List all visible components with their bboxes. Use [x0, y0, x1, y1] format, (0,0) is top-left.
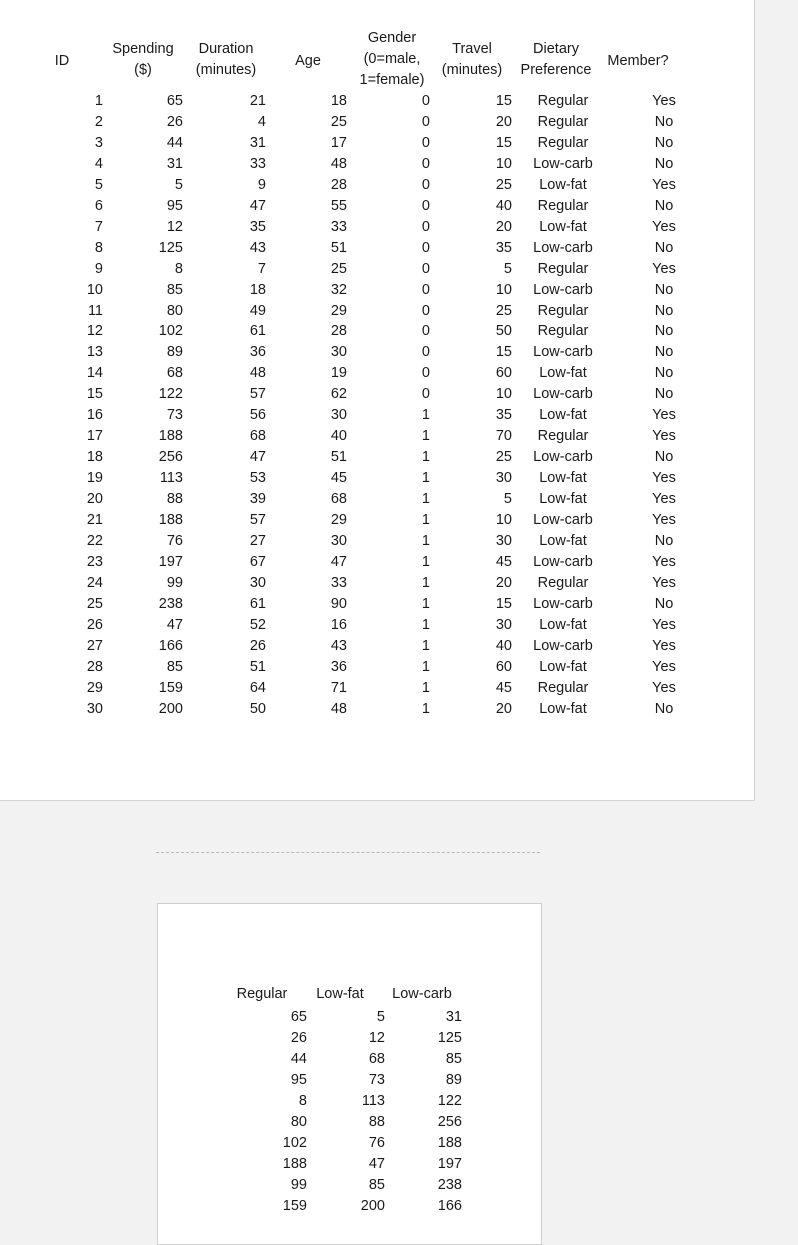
summary-cell: 166 [437, 1198, 462, 1214]
cell-duration: 4 [257, 113, 266, 130]
header-travel-line: Travel [452, 41, 492, 57]
cell-age: 62 [330, 386, 347, 403]
header-spending-line: ($) [134, 62, 152, 78]
cell-dietary: Low-carb [533, 512, 593, 528]
cell-travel: 10 [495, 386, 512, 403]
cell-travel: 60 [495, 365, 512, 382]
header-gender-line: Gender [367, 30, 417, 46]
cell-age: 30 [330, 532, 347, 549]
cell-spending: 73 [166, 407, 183, 424]
cell-gender: 1 [421, 679, 430, 696]
cell-gender: 0 [421, 218, 430, 235]
summary-cell: 76 [368, 1135, 385, 1151]
cell-travel: 30 [495, 470, 512, 487]
cell-gender: 1 [421, 595, 430, 612]
cell-spending: 122 [158, 386, 183, 403]
cell-id: 25 [86, 595, 103, 612]
cell-travel: 15 [495, 93, 512, 109]
cell-spending: 89 [166, 344, 183, 361]
cell-gender: 0 [421, 386, 430, 403]
cell-dietary: Low-carb [533, 344, 593, 361]
cell-spending: 99 [166, 574, 183, 591]
cell-gender: 1 [421, 512, 430, 528]
cell-spending: 159 [158, 679, 183, 696]
cell-duration: 18 [249, 281, 266, 298]
cell-id: 13 [86, 344, 103, 361]
cell-member: Yes [652, 176, 676, 193]
cell-age: 25 [330, 113, 347, 130]
cell-duration: 57 [249, 386, 266, 403]
summary-cell: 200 [360, 1198, 385, 1214]
cell-age: 18 [330, 93, 347, 109]
cell-travel: 15 [495, 134, 512, 151]
cell-duration: 27 [249, 532, 266, 549]
cell-member: No [654, 281, 674, 298]
summary-cell: 197 [437, 1156, 462, 1172]
header-duration-line: (minutes) [195, 62, 257, 78]
summary-cell: 68 [368, 1051, 385, 1067]
cell-travel: 20 [495, 218, 512, 235]
cell-gender: 1 [421, 532, 430, 549]
cell-id: 9 [94, 260, 103, 277]
header-age-line: Age [295, 53, 321, 69]
cell-spending: 12 [166, 218, 183, 235]
cell-age: 47 [330, 553, 347, 570]
cell-age: 33 [330, 574, 347, 591]
cell-gender: 0 [421, 281, 430, 298]
cell-member: Yes [652, 679, 676, 696]
cell-spending: 113 [159, 470, 183, 487]
cell-travel: 50 [495, 323, 512, 340]
cell-gender: 0 [421, 134, 430, 151]
summary-cell: 95 [290, 1072, 307, 1088]
cell-member: No [654, 365, 674, 382]
cell-member: Yes [652, 93, 676, 109]
cell-member: Yes [652, 260, 676, 277]
cell-dietary: Low-fat [539, 218, 587, 235]
cell-id: 23 [86, 553, 103, 570]
cell-dietary: Low-carb [533, 155, 593, 172]
cell-age: 51 [330, 239, 347, 256]
header-travel-line: (minutes) [441, 62, 503, 78]
cell-dietary: Low-carb [533, 281, 593, 298]
cell-dietary: Low-fat [539, 407, 587, 424]
cell-age: 29 [330, 302, 347, 319]
cell-id: 7 [94, 218, 103, 235]
summary-cell: 26 [290, 1030, 307, 1046]
cell-dietary: Regular [537, 260, 589, 277]
summary-cell: 89 [445, 1072, 462, 1088]
summary-cell: 238 [437, 1177, 462, 1193]
cell-gender: 1 [421, 553, 430, 570]
cell-travel: 30 [495, 616, 512, 633]
cell-member: Yes [652, 658, 676, 675]
header-gender-line: (0=male, [363, 51, 421, 67]
header-spending-line: Spending [112, 41, 174, 57]
cell-travel: 40 [495, 637, 512, 654]
cell-member: Yes [652, 616, 676, 633]
cell-gender: 0 [421, 344, 430, 361]
cell-member: No [654, 113, 674, 130]
summary-cell: 125 [437, 1030, 462, 1046]
cell-id: 10 [86, 281, 103, 298]
cell-age: 48 [330, 700, 347, 717]
summary-cell: 102 [282, 1135, 307, 1151]
cell-duration: 47 [249, 449, 266, 466]
cell-duration: 51 [249, 658, 266, 675]
summary-cell: 256 [437, 1114, 462, 1130]
cell-gender: 0 [421, 155, 430, 172]
cell-duration: 57 [249, 512, 266, 528]
cell-age: 43 [330, 637, 347, 654]
cell-gender: 1 [421, 616, 430, 633]
cell-id: 1 [94, 93, 103, 109]
summary-cell: 31 [445, 1009, 462, 1025]
cell-id: 22 [86, 532, 103, 549]
cell-gender: 1 [421, 428, 430, 445]
cell-member: No [654, 134, 674, 151]
cell-duration: 52 [249, 616, 266, 633]
summary-header: Low-fat [316, 986, 364, 1002]
cell-gender: 1 [421, 491, 430, 508]
cell-gender: 0 [421, 302, 430, 319]
header-dietary-line: Dietary [533, 41, 579, 57]
cell-duration: 7 [257, 260, 266, 277]
cell-age: 17 [330, 134, 347, 151]
cell-age: 19 [330, 365, 347, 382]
header-member-line: Member? [607, 53, 669, 69]
summary-cell: 159 [282, 1198, 307, 1214]
cell-travel: 25 [495, 176, 512, 193]
summary-cell: 47 [368, 1156, 385, 1172]
cell-spending: 47 [166, 616, 183, 633]
cell-dietary: Regular [537, 574, 589, 591]
cell-duration: 61 [249, 595, 266, 612]
cell-dietary: Low-fat [539, 491, 587, 508]
cell-age: 32 [330, 281, 347, 298]
cell-duration: 53 [249, 470, 266, 487]
cell-spending: 200 [158, 700, 183, 717]
cell-id: 19 [86, 470, 103, 487]
cell-age: 45 [330, 470, 347, 487]
cell-dietary: Low-carb [533, 637, 593, 654]
cell-dietary: Low-fat [539, 470, 587, 487]
cell-gender: 1 [421, 574, 430, 591]
cell-age: 33 [330, 218, 347, 235]
cell-id: 21 [86, 512, 103, 528]
summary-cell: 188 [437, 1135, 462, 1151]
summary-header: Regular [236, 986, 288, 1002]
cell-member: Yes [652, 553, 676, 570]
header-id-line: ID [54, 53, 70, 69]
cell-age: 55 [330, 197, 347, 214]
cell-spending: 44 [166, 134, 183, 151]
cell-age: 28 [330, 323, 347, 340]
cell-dietary: Low-fat [539, 365, 587, 382]
cell-member: Yes [652, 407, 676, 424]
cell-age: 48 [330, 155, 347, 172]
cell-dietary: Low-carb [533, 239, 593, 256]
cell-duration: 67 [249, 553, 266, 570]
cell-id: 30 [86, 700, 103, 717]
cell-dietary: Low-fat [539, 700, 587, 717]
cell-dietary: Regular [537, 679, 589, 696]
cell-id: 16 [86, 407, 103, 424]
cell-travel: 60 [495, 658, 512, 675]
cell-travel: 30 [495, 532, 512, 549]
cell-gender: 1 [421, 700, 430, 717]
cell-gender: 0 [421, 93, 430, 109]
cell-spending: 31 [166, 155, 183, 172]
cell-member: No [654, 239, 674, 256]
summary-cell: 188 [282, 1156, 307, 1172]
cell-gender: 1 [421, 470, 430, 487]
header-duration-line: Duration [198, 41, 254, 57]
cell-travel: 25 [495, 449, 512, 466]
cell-dietary: Regular [537, 113, 589, 130]
cell-spending: 26 [166, 113, 183, 130]
cell-id: 26 [86, 616, 103, 633]
cell-spending: 102 [158, 323, 183, 340]
summary-cell: 73 [368, 1072, 385, 1088]
cell-member: No [654, 532, 674, 549]
cell-spending: 256 [158, 449, 183, 466]
cell-travel: 5 [503, 491, 512, 508]
header-member [588, 51, 688, 72]
cell-travel: 15 [495, 595, 512, 612]
cell-dietary: Regular [537, 93, 589, 109]
cell-id: 2 [94, 113, 103, 130]
cell-duration: 30 [249, 574, 266, 591]
cell-id: 14 [86, 365, 103, 382]
summary-cell: 65 [290, 1009, 307, 1025]
cell-duration: 48 [249, 365, 266, 382]
cell-dietary: Regular [537, 302, 589, 319]
cell-gender: 0 [421, 197, 430, 214]
cell-duration: 33 [249, 155, 266, 172]
cell-dietary: Low-fat [539, 176, 587, 193]
cell-duration: 31 [249, 134, 266, 151]
cell-age: 36 [330, 658, 347, 675]
cell-gender: 1 [421, 449, 430, 466]
header-gender-line: 1=female) [359, 72, 425, 88]
cell-spending: 88 [166, 491, 183, 508]
cell-dietary: Low-carb [533, 449, 593, 466]
cell-id: 11 [87, 302, 103, 319]
summary-cell: 8 [298, 1093, 307, 1109]
cell-id: 6 [94, 197, 103, 214]
cell-id: 5 [94, 176, 103, 193]
cell-spending: 80 [166, 302, 183, 319]
cell-dietary: Regular [537, 134, 589, 151]
cell-id: 20 [86, 491, 103, 508]
cell-duration: 61 [249, 323, 266, 340]
page-break-line [156, 852, 540, 853]
cell-member: No [654, 386, 674, 403]
cell-travel: 40 [495, 197, 512, 214]
cell-travel: 35 [495, 407, 512, 424]
cell-duration: 9 [257, 176, 266, 193]
cell-travel: 20 [495, 113, 512, 130]
cell-id: 28 [86, 658, 103, 675]
cell-travel: 10 [495, 281, 512, 298]
cell-member: No [654, 155, 674, 172]
cell-age: 68 [330, 491, 347, 508]
cell-travel: 5 [503, 260, 512, 277]
cell-gender: 0 [421, 239, 430, 256]
cell-spending: 85 [166, 658, 183, 675]
cell-age: 25 [330, 260, 347, 277]
cell-gender: 1 [421, 407, 430, 424]
cell-duration: 50 [249, 700, 266, 717]
cell-spending: 85 [166, 281, 183, 298]
summary-cell: 5 [376, 1009, 385, 1025]
cell-duration: 35 [249, 218, 266, 235]
cell-spending: 188 [158, 512, 183, 528]
cell-travel: 25 [495, 302, 512, 319]
cell-age: 30 [330, 407, 347, 424]
cell-member: Yes [652, 637, 676, 654]
cell-id: 3 [94, 134, 103, 151]
cell-dietary: Low-fat [539, 658, 587, 675]
cell-spending: 166 [158, 637, 183, 654]
cell-member: No [654, 595, 674, 612]
header-dietary-line: Preference [520, 62, 592, 78]
cell-age: 28 [330, 176, 347, 193]
summary-cell: 99 [290, 1177, 307, 1193]
cell-id: 15 [86, 386, 103, 403]
cell-member: No [654, 323, 674, 340]
cell-dietary: Low-fat [539, 616, 587, 633]
cell-spending: 95 [166, 197, 183, 214]
cell-spending: 125 [158, 239, 183, 256]
cell-spending: 188 [158, 428, 183, 445]
cell-duration: 36 [249, 344, 266, 361]
cell-dietary: Regular [537, 428, 589, 445]
cell-travel: 70 [495, 428, 512, 445]
summary-cell: 12 [368, 1030, 385, 1046]
summary-cell: 85 [445, 1051, 462, 1067]
cell-dietary: Regular [537, 323, 589, 340]
cell-travel: 35 [495, 239, 512, 256]
summary-cell: 122 [437, 1093, 462, 1109]
cell-spending: 76 [166, 532, 183, 549]
cell-duration: 39 [249, 491, 266, 508]
cell-member: No [654, 302, 674, 319]
cell-dietary: Low-carb [533, 386, 593, 403]
cell-duration: 26 [249, 637, 266, 654]
cell-member: Yes [652, 491, 676, 508]
cell-age: 16 [330, 616, 347, 633]
cell-gender: 0 [421, 176, 430, 193]
cell-id: 27 [86, 637, 103, 654]
summary-cell: 44 [290, 1051, 307, 1067]
cell-gender: 1 [421, 658, 430, 675]
cell-gender: 0 [421, 113, 430, 130]
cell-duration: 43 [249, 239, 266, 256]
cell-member: Yes [652, 512, 676, 528]
cell-spending: 65 [166, 93, 183, 109]
cell-gender: 0 [421, 365, 430, 382]
cell-travel: 15 [495, 344, 512, 361]
cell-member: No [654, 344, 674, 361]
cell-id: 24 [86, 574, 103, 591]
cell-travel: 45 [495, 553, 512, 570]
cell-duration: 68 [249, 428, 266, 445]
summary-cell: 88 [368, 1114, 385, 1130]
cell-id: 29 [86, 679, 103, 696]
cell-dietary: Regular [537, 197, 589, 214]
cell-duration: 21 [249, 93, 266, 109]
summary-cell: 113 [361, 1093, 385, 1109]
cell-travel: 10 [495, 512, 512, 528]
cell-gender: 0 [421, 323, 430, 340]
cell-id: 8 [94, 239, 103, 256]
cell-spending: 197 [158, 553, 183, 570]
cell-travel: 20 [495, 700, 512, 717]
summary-cell: 80 [290, 1114, 307, 1130]
cell-member: Yes [652, 218, 676, 235]
cell-age: 40 [330, 428, 347, 445]
cell-spending: 5 [174, 176, 183, 193]
cell-member: Yes [652, 470, 676, 487]
cell-dietary: Low-carb [533, 553, 593, 570]
summary-cell: 85 [368, 1177, 385, 1193]
cell-dietary: Low-fat [539, 532, 587, 549]
cell-travel: 10 [495, 155, 512, 172]
cell-duration: 49 [249, 302, 266, 319]
cell-duration: 56 [249, 407, 266, 424]
cell-age: 29 [330, 512, 347, 528]
cell-member: Yes [652, 574, 676, 591]
cell-dietary: Low-carb [533, 595, 593, 612]
cell-member: No [654, 197, 674, 214]
cell-id: 12 [86, 323, 103, 340]
cell-duration: 47 [249, 197, 266, 214]
cell-duration: 64 [249, 679, 266, 696]
cell-travel: 45 [495, 679, 512, 696]
cell-age: 90 [330, 595, 347, 612]
cell-age: 51 [330, 449, 347, 466]
cell-member: No [654, 449, 674, 466]
cell-spending: 8 [174, 260, 183, 277]
cell-id: 4 [94, 155, 103, 172]
cell-age: 30 [330, 344, 347, 361]
cell-member: Yes [652, 428, 676, 445]
cell-id: 17 [86, 428, 103, 445]
cell-member: No [654, 700, 674, 717]
cell-spending: 238 [158, 595, 183, 612]
cell-spending: 68 [166, 365, 183, 382]
cell-gender: 0 [421, 260, 430, 277]
summary-header: Low-carb [392, 986, 452, 1002]
cell-gender: 1 [421, 637, 430, 654]
cell-travel: 20 [495, 574, 512, 591]
cell-id: 18 [86, 449, 103, 466]
cell-age: 71 [330, 679, 347, 696]
